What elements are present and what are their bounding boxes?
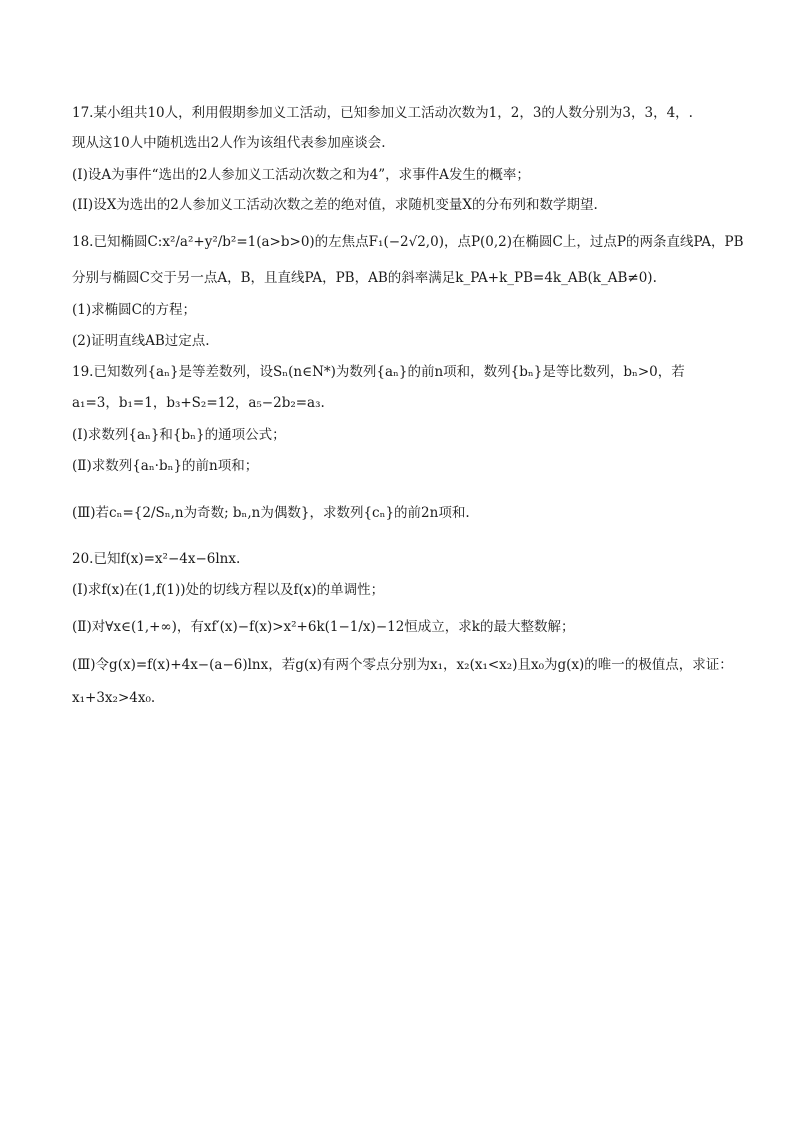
q20-part-2: (Ⅱ)对∀x∈(1,+∞)，有xf′(x)−f(x)>x²+6k(1−1/x)−12恒成立，求k的最大整数解； <box>72 619 575 635</box>
q19-line-1: 19.已知数列{aₙ}是等差数列，设Sₙ(n∈N*)为数列{aₙ}的前n项和，数列{bₙ}是等比数列，bₙ>0，若 <box>72 364 685 380</box>
q18-part-1: (1)求椭圆C的方程； <box>72 302 196 318</box>
q19-part-3: (Ⅲ)若cₙ={2/Sₙ,n为奇数; bₙ,n为偶数}，求数列{cₙ}的前2n项和. <box>72 505 470 521</box>
q20-part-3: (Ⅲ)令g(x)=f(x)+4x−(a−6)lnx，若g(x)有两个零点分别为x₁，x₂(x₁<x₂)且x₀为g(x)的唯一的极值点，求证： <box>72 657 733 673</box>
q17-line-2: 现从这10人中随机选出2人作为该组代表参加座谈会. <box>72 135 386 151</box>
q17-line-1: 17.某小组共10人，利用假期参加义工活动，已知参加义工活动次数为1，2，3的人数分别为3，3，4，. <box>72 105 693 121</box>
q20-part-3-cont: x₁+3x₂>4x₀. <box>72 690 156 706</box>
q17-part-1: (I)设A为事件“选出的2人参加义工活动次数之和为4”，求事件A发生的概率； <box>72 167 530 183</box>
q17-part-2: (II)设X为选出的2人参加义工活动次数之差的绝对值，求随机变量X的分布列和数学期望. <box>72 197 598 213</box>
q20-part-1: (Ⅰ)求f(x)在(1,f(1))处的切线方程以及f(x)的单调性； <box>72 582 385 598</box>
q18-part-2: (2)证明直线AB过定点. <box>72 333 210 349</box>
q20-line-1: 20.已知f(x)=x²−4x−6lnx. <box>72 551 241 567</box>
q19-line-2: a₁=3，b₁=1，b₃+S₂=12，a₅−2b₂=a₃. <box>72 395 325 411</box>
q18-line-1: 18.已知椭圆C:x²/a²+y²/b²=1(a>b>0)的左焦点F₁(−2√2,0)，点P(0,2)在椭圆C上，过点P的两条直线PA，PB <box>72 234 744 250</box>
q19-part-1: (Ⅰ)求数列{aₙ}和{bₙ}的通项公式； <box>72 427 286 443</box>
q18-line-2: 分别与椭圆C交于另一点A，B，且直线PA，PB，AB的斜率满足k_PA+k_PB=4k_AB(k_AB≠0). <box>72 270 657 286</box>
q19-part-2: (Ⅱ)求数列{aₙ·bₙ}的前n项和； <box>72 458 259 474</box>
